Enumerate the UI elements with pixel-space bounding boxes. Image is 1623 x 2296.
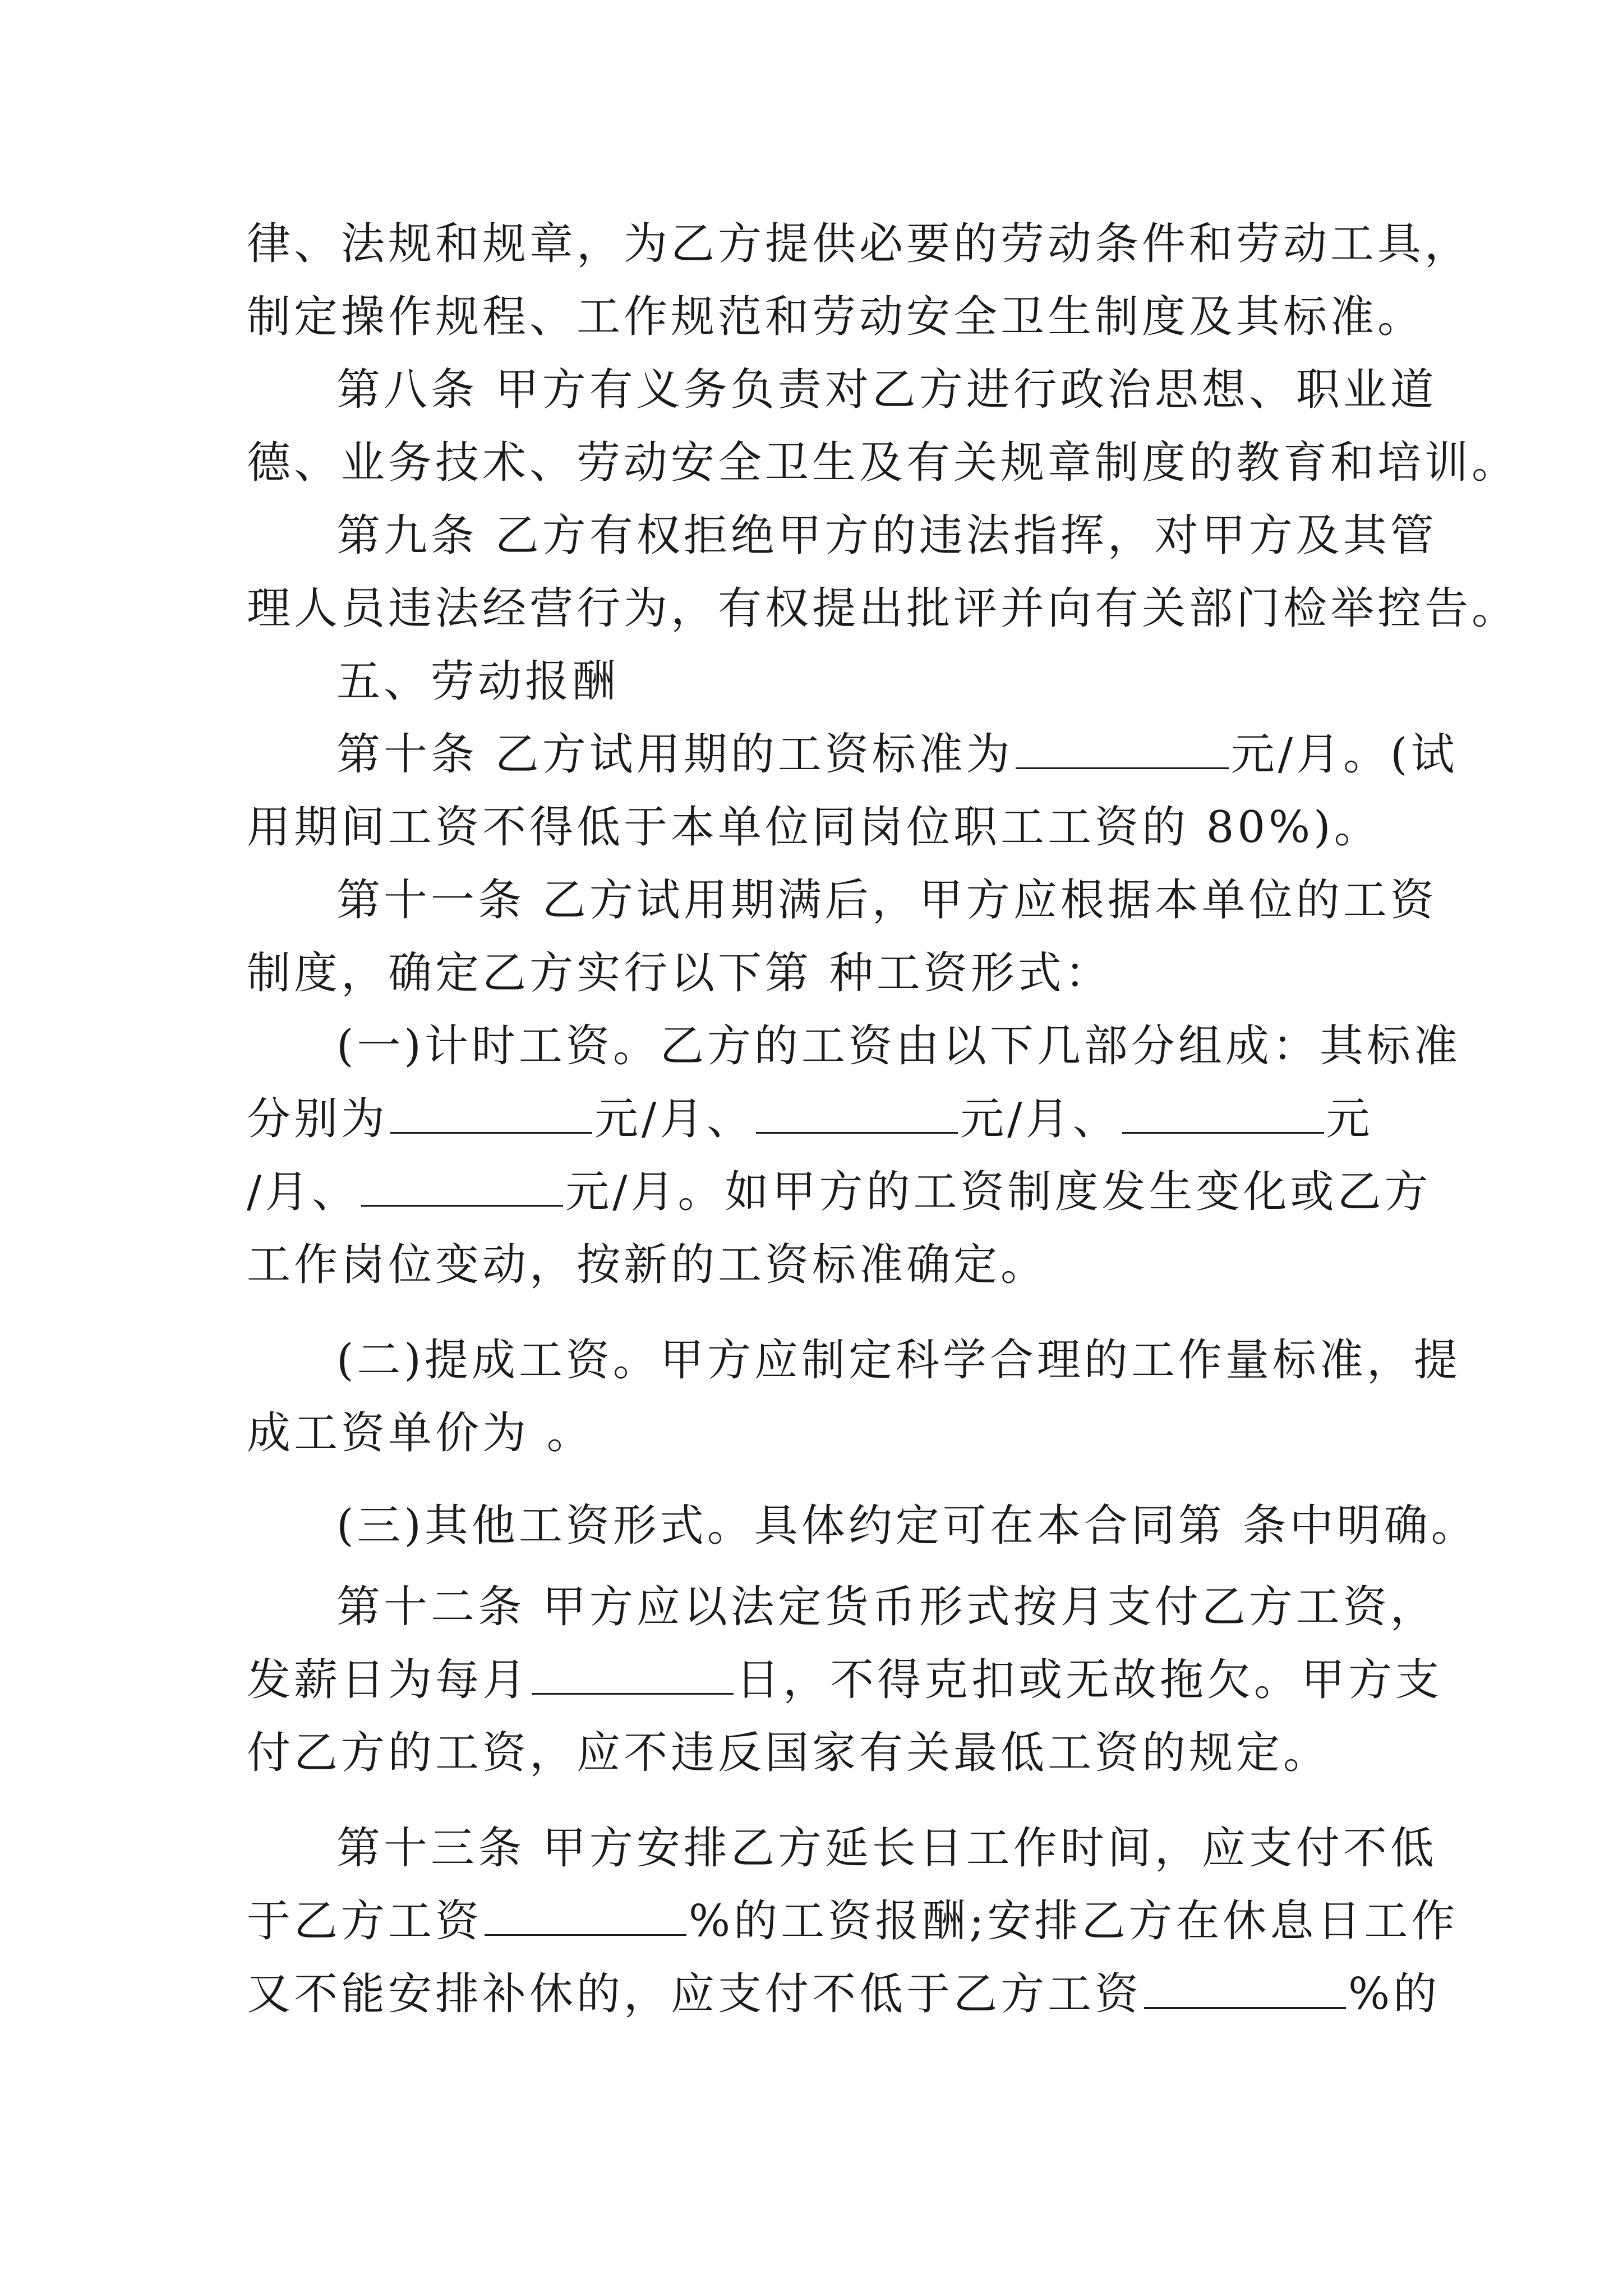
- text-segment: 元/月。(试: [1230, 729, 1458, 780]
- fill-in-blank[interactable]: [1016, 730, 1229, 769]
- text-line: [247, 1893, 1458, 1949]
- text-line: [247, 1405, 594, 1461]
- clause-3-line: [336, 1498, 1478, 1554]
- text-line: [247, 1966, 1440, 2022]
- text-line: [247, 1725, 1330, 1781]
- text-segment: 用期间工资不得低于本单位同岗位职工工资的 80%)。: [247, 802, 1381, 853]
- clause-2-line: [336, 1332, 1461, 1388]
- text-segment: 付乙方的工资，应不违反国家有关最低工资的规定。: [247, 1728, 1331, 1778]
- article-13-line: [336, 1820, 1437, 1876]
- fill-in-blank[interactable]: [1144, 1970, 1346, 2009]
- section-heading: [336, 654, 619, 710]
- fill-in-blank[interactable]: [485, 1897, 686, 1936]
- fill-in-blank[interactable]: [532, 1656, 734, 1695]
- article-8-line: [336, 362, 1437, 418]
- text-segment: 元/月。如甲方的工资制度发生变化或乙方: [565, 1167, 1432, 1217]
- text-segment: 制定操作规程、工作规范和劳动安全卫生制度及其标准。: [247, 292, 1425, 342]
- fill-in-blank[interactable]: [361, 1168, 563, 1207]
- text-segment: 第十一条 乙方试用期满后，甲方应根据本单位的工资: [336, 875, 1437, 926]
- text-segment: 理人员违法经营行为，有权提出批评并向有关部门检举控告。: [247, 583, 1519, 634]
- text-segment: /月、: [247, 1167, 359, 1217]
- text-segment: 第十三条 甲方安排乙方延长日工作时间，应支付不低: [336, 1823, 1437, 1874]
- article-11-line: [336, 872, 1437, 928]
- article-12-line: [336, 1579, 1437, 1635]
- text-line: [247, 945, 1112, 1001]
- text-segment: 制度，确定乙方实行以下第 种工资形式：: [247, 948, 1112, 999]
- text-segment: 又不能安排补休的，应支付不低于乙方工资: [247, 1969, 1142, 2019]
- text-line: [247, 1091, 1373, 1147]
- text-line: [247, 581, 1519, 637]
- article-9-line: [336, 508, 1437, 564]
- text-segment: 第九条 乙方有权拒绝甲方的违法指挥，对甲方及其管: [336, 510, 1437, 561]
- text-segment: 日，不得克扣或无故拖欠。甲方支: [736, 1655, 1443, 1705]
- text-segment: 第八条 甲方有义务负责对乙方进行政治思想、职业道: [336, 365, 1437, 415]
- fill-in-blank[interactable]: [1122, 1095, 1324, 1134]
- text-segment: 发薪日为每月: [247, 1655, 530, 1705]
- text-line: [247, 216, 1472, 272]
- text-segment: 律、法规和规章，为乙方提供必要的劳动条件和劳动工具，: [247, 219, 1472, 269]
- text-segment: 第十条 乙方试用期的工资标准为: [336, 729, 1013, 780]
- text-line: [247, 1237, 1048, 1293]
- text-segment: 成工资单价为 。: [247, 1408, 594, 1458]
- text-segment: 分别为: [247, 1094, 389, 1144]
- text-segment: 元/月、: [960, 1094, 1120, 1144]
- clause-1-line: [336, 1018, 1461, 1074]
- text-segment: %的工资报酬;安排乙方在休息日工作: [689, 1896, 1459, 1947]
- text-segment: 第十二条 甲方应以法定货币形式按月支付乙方工资，: [336, 1582, 1437, 1632]
- text-segment: (二)提成工资。甲方应制定科学合理的工作量标准，提: [336, 1335, 1461, 1386]
- text-segment: (一)计时工资。乙方的工资由以下几部分组成：其标准: [336, 1021, 1461, 1071]
- text-line: [247, 289, 1424, 345]
- text-segment: 德、业务技术、劳动安全卫生及有关规章制度的教育和培训。: [247, 438, 1519, 488]
- text-segment: 工作岗位变动，按新的工资标准确定。: [247, 1240, 1048, 1290]
- fill-in-blank[interactable]: [756, 1095, 958, 1134]
- text-line: [247, 1652, 1442, 1708]
- text-line: [247, 1164, 1432, 1220]
- text-segment: 元: [1326, 1094, 1373, 1144]
- text-line: [247, 799, 1381, 855]
- text-segment: 五、劳动报酬: [336, 656, 620, 707]
- text-segment: 于乙方工资: [247, 1896, 483, 1947]
- article-10-line: [336, 726, 1458, 783]
- text-segment: %的: [1348, 1969, 1441, 2019]
- fill-in-blank[interactable]: [390, 1095, 592, 1134]
- text-segment: (三)其他工资形式。具体约定可在本合同第 条中明确。: [336, 1501, 1478, 1551]
- text-line: [247, 435, 1519, 491]
- text-segment: 元/月、: [594, 1094, 754, 1144]
